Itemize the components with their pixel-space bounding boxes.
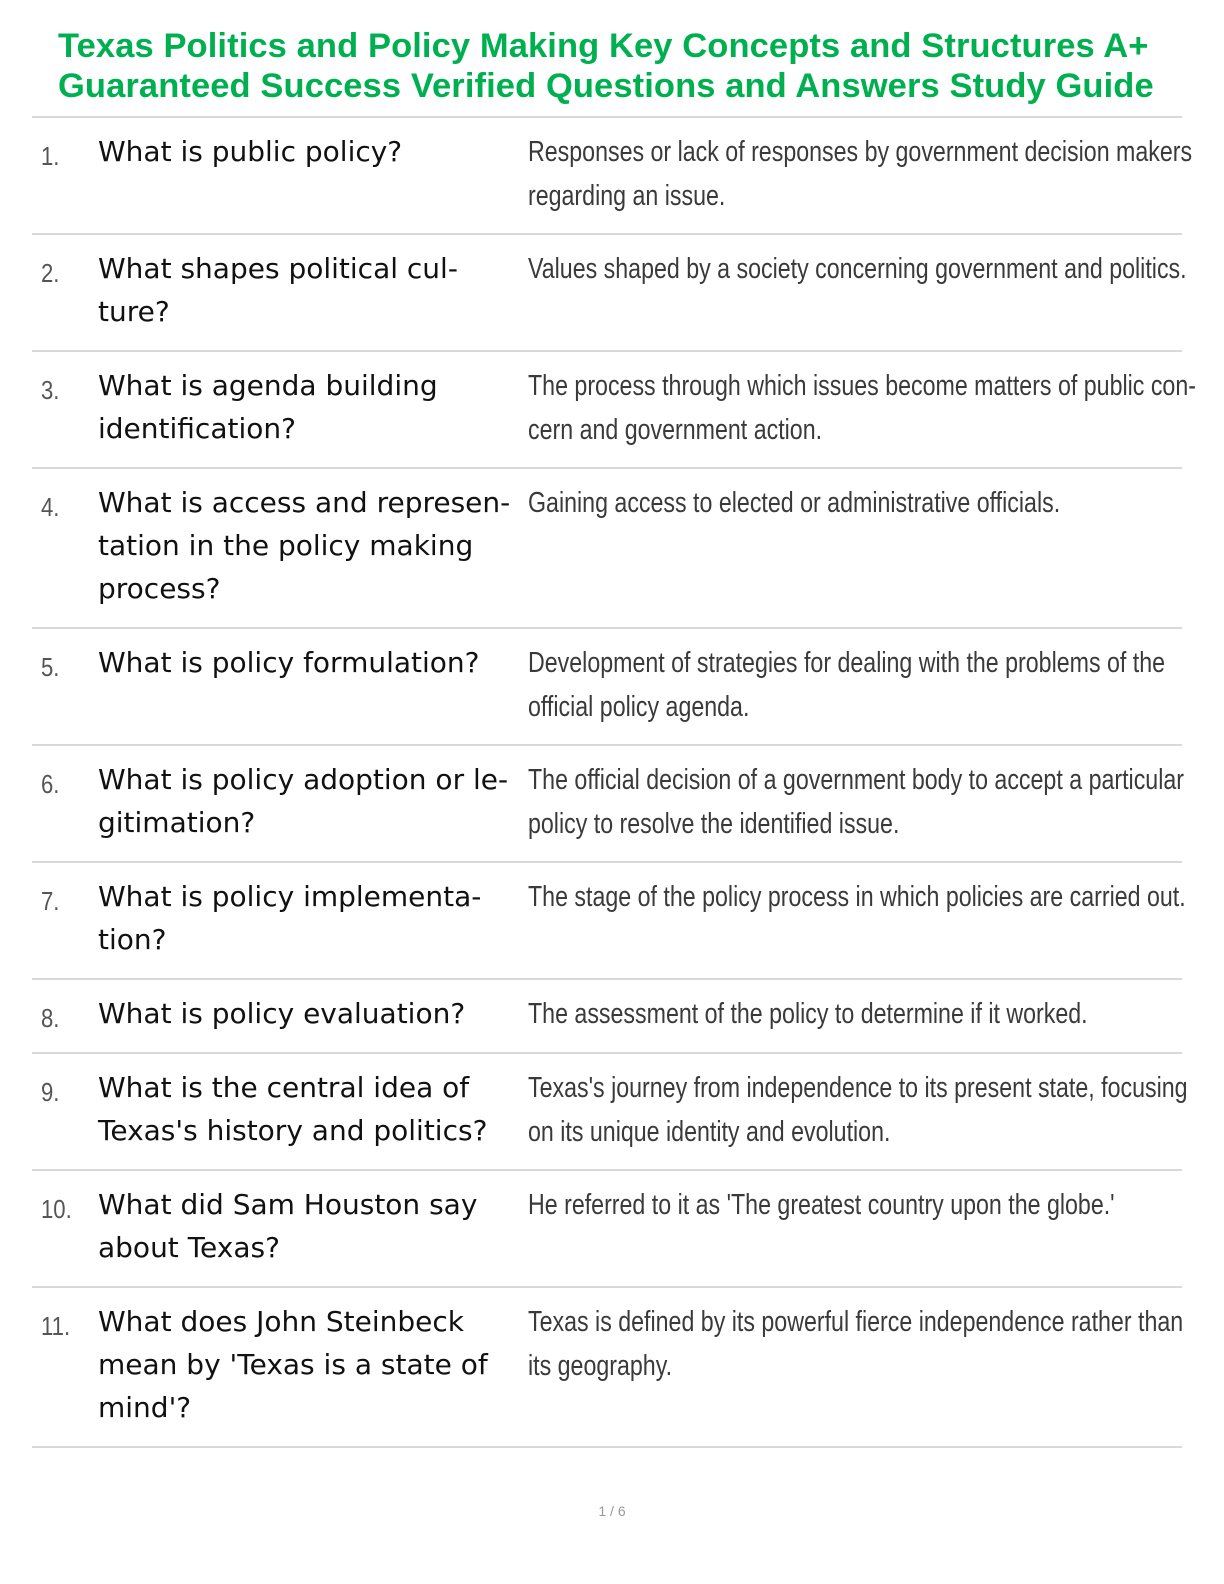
question-line: identification? (98, 412, 296, 445)
qa-row (32, 118, 1193, 235)
question-text (98, 364, 528, 450)
answer-line: on its unique identity and evolution. (528, 1116, 891, 1148)
question-line: What shapes political cul- (98, 252, 458, 285)
answer-line: Texas is defined by its powerful fierce independence rather than (528, 1306, 1184, 1338)
question-line: Texas's history and politics? (98, 1114, 488, 1147)
question-line: What is access and represen- (98, 486, 511, 519)
document-title-line-2: Guaranteed Success Verified Questions and Answers Study Guide (58, 67, 1154, 105)
qa-row (32, 980, 1182, 1054)
question-line: What is public policy? (98, 135, 403, 168)
qa-row (32, 629, 1182, 746)
qa-row (32, 235, 1187, 352)
item-number: 4. (41, 492, 60, 522)
question-text (98, 1066, 528, 1152)
answer-line: The assessment of the policy to determine if it worked. (528, 998, 1088, 1030)
question-line: tation in the policy making (98, 529, 474, 562)
question-line: What is the central idea of (98, 1071, 470, 1104)
answer-text (528, 481, 1136, 525)
question-line: What is policy evaluation? (98, 997, 466, 1030)
qa-row (32, 352, 1196, 469)
item-number: 8. (41, 1003, 60, 1033)
answer-line: regarding an issue. (528, 180, 726, 212)
question-line: What is policy implementa- (98, 880, 482, 913)
answer-line: He referred to it as 'The greatest country upon the globe.' (528, 1189, 1115, 1221)
question-line: What does John Steinbeck (98, 1305, 464, 1338)
question-text (98, 641, 528, 684)
question-text (98, 130, 528, 173)
qa-row (32, 1288, 1182, 1448)
question-line: mean by 'Texas is a state of (98, 1348, 488, 1381)
question-text (98, 992, 528, 1035)
answer-text (528, 364, 1196, 452)
item-number: 6. (41, 769, 60, 799)
document-title-line-1: Texas Politics and Policy Making Key Concepts and Structures A+ (58, 27, 1149, 65)
answer-line: policy to resolve the identified issue. (528, 808, 900, 840)
answer-line: Responses or lack of responses by government decision makers (528, 136, 1193, 168)
answer-text (528, 1183, 1136, 1227)
document-title (58, 26, 1198, 106)
question-line: gitimation? (98, 806, 256, 839)
answer-line: Development of strategies for dealing with the problems of the (528, 647, 1166, 679)
item-number: 11. (41, 1311, 71, 1341)
answer-text (528, 1300, 1184, 1388)
item-number: 1. (41, 141, 60, 171)
question-text (98, 758, 528, 844)
item-number: 10. (41, 1194, 72, 1224)
question-text (98, 1183, 528, 1269)
question-line: What is policy formulation? (98, 646, 480, 679)
qa-row (32, 863, 1186, 980)
question-answer-list (32, 116, 1196, 1448)
answer-text (528, 875, 1186, 919)
page-number: 1 / 6 (598, 1503, 626, 1519)
answer-line: Values shaped by a society concerning government and politics. (528, 253, 1187, 285)
question-text (98, 875, 528, 961)
answer-text (528, 1066, 1188, 1154)
answer-line: Gaining access to elected or administrative officials. (528, 487, 1061, 519)
question-line: What is policy adoption or le- (98, 763, 509, 796)
question-line: ture? (98, 295, 170, 328)
question-line: mind'? (98, 1391, 192, 1424)
answer-line: The stage of the policy process in which policies are carried out. (528, 881, 1186, 913)
answer-text (528, 758, 1184, 846)
answer-text (528, 247, 1187, 291)
item-number: 3. (41, 375, 60, 405)
qa-row (32, 1171, 1182, 1288)
answer-line: cern and government action. (528, 414, 823, 446)
answer-line: The process through which issues become matters of public con- (528, 370, 1196, 402)
question-line: tion? (98, 923, 167, 956)
question-text (98, 1300, 528, 1429)
question-line: What did Sam Houston say (98, 1188, 478, 1221)
answer-text (528, 992, 1136, 1036)
qa-row (32, 1054, 1188, 1171)
answer-line: its geography. (528, 1350, 673, 1382)
item-number: 5. (41, 652, 60, 682)
question-text (98, 247, 528, 333)
answer-line: official policy agenda. (528, 691, 750, 723)
qa-row (32, 469, 1182, 629)
answer-line: Texas's journey from independence to its present state, focusing (528, 1072, 1188, 1104)
answer-text (528, 641, 1166, 729)
answer-line: The official decision of a government body to accept a particular (528, 764, 1184, 796)
item-number: 9. (41, 1077, 60, 1107)
qa-row (32, 746, 1182, 863)
question-line: about Texas? (98, 1231, 280, 1264)
question-text (98, 481, 528, 610)
question-line: process? (98, 572, 221, 605)
item-number: 7. (41, 886, 60, 916)
question-line: What is agenda building (98, 369, 438, 402)
item-number: 2. (41, 258, 60, 288)
answer-text (528, 130, 1193, 218)
